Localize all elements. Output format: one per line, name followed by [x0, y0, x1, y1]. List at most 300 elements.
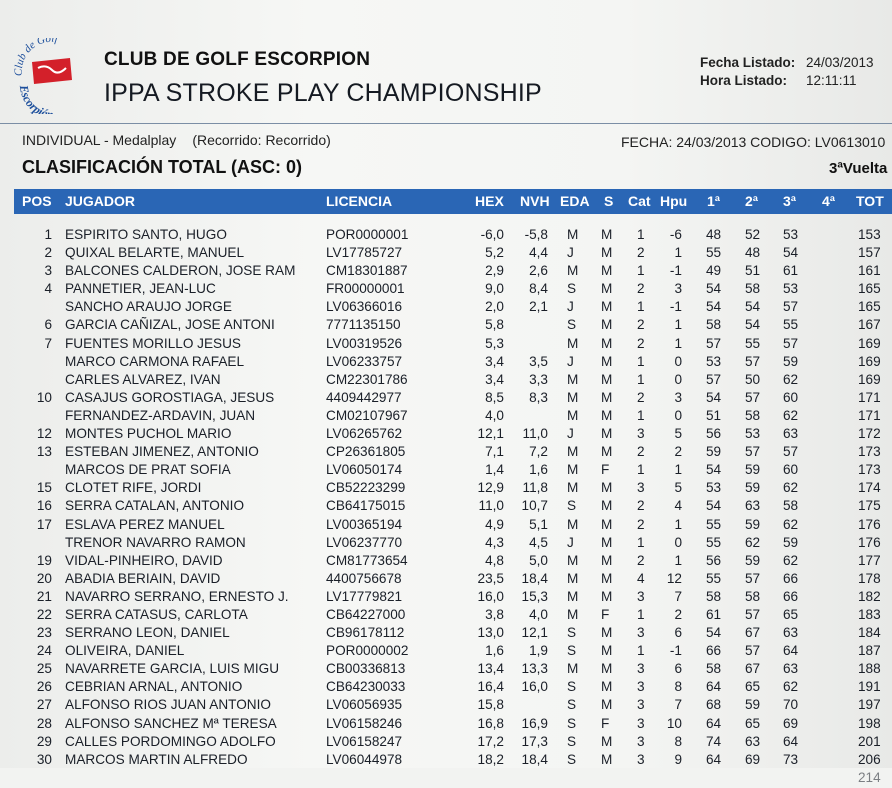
cell-license: CM18301887: [326, 263, 408, 279]
cell-round-1: 56: [706, 426, 722, 442]
cell-pos: 1: [44, 227, 52, 242]
cell-round-3: 62: [783, 552, 799, 568]
cell-total: 174: [858, 480, 881, 496]
cell-license: LV00319526: [326, 335, 403, 351]
cell-nvh: 5,0: [529, 552, 548, 568]
cell-player: ESLAVA PEREZ MANUEL: [65, 516, 225, 532]
cell-round-2: 63: [745, 733, 761, 749]
col-round-1: 1ª: [707, 193, 720, 209]
cell-nvh: 4,5: [529, 534, 548, 550]
cell-sex: M: [601, 426, 613, 442]
cell-total: 182: [858, 588, 881, 604]
cell-cat: 3: [637, 661, 645, 677]
cell-eda: M: [567, 588, 579, 604]
fecha-listado-label: Fecha Listado:: [700, 55, 796, 70]
cell-round-3: 58: [783, 498, 799, 514]
fecha-listado: [700, 55, 874, 70]
cell-round-2: 57: [745, 353, 761, 369]
cell-hex: 5,8: [485, 317, 504, 333]
cell-hex: 23,5: [477, 570, 504, 586]
cell-round-2: 50: [745, 371, 761, 387]
cell-cat: 1: [637, 371, 645, 387]
cell-nvh: 2,1: [529, 299, 548, 315]
cell-nvh: 2,6: [529, 263, 548, 279]
cell-round-1: 51: [706, 407, 722, 423]
cell-total: 214: [858, 769, 881, 785]
cell-nvh: 7,2: [529, 444, 548, 460]
cell-cat: 1: [637, 407, 645, 423]
table-row: [0, 697, 892, 715]
cell-round-1: 54: [706, 299, 722, 315]
cell-round-3: 69: [783, 715, 799, 731]
cell-license: CP26361805: [326, 444, 406, 460]
cell-hpu: 1: [674, 516, 682, 532]
cell-total: 201: [858, 733, 881, 749]
cell-eda: S: [567, 733, 577, 749]
cell-eda: M: [567, 480, 579, 496]
cell-total: 169: [858, 335, 881, 351]
cell-license: CB64227000: [326, 606, 406, 622]
cell-cat: 3: [637, 679, 645, 695]
cell-cat: 1: [637, 299, 645, 315]
cell-hpu: 4: [674, 498, 682, 514]
cell-round-1: 55: [706, 570, 722, 586]
cell-round-2: 54: [745, 317, 761, 333]
cell-cat: 1: [637, 606, 645, 622]
cell-sex: M: [601, 625, 613, 641]
hora-listado-label: Hora Listado:: [700, 73, 788, 88]
cell-total: 184: [858, 625, 881, 641]
cell-nvh: 18,4: [521, 570, 548, 586]
cell-sex: M: [601, 661, 613, 677]
cell-hpu: 12: [666, 570, 682, 586]
table-row: [0, 535, 892, 553]
cell-total: 178: [858, 570, 881, 586]
cell-license: CM81773654: [326, 552, 408, 568]
col-round-4: 4ª: [822, 193, 835, 209]
cell-round-3: 63: [783, 426, 799, 442]
cell-eda: S: [567, 498, 577, 514]
col-eda: EDA: [560, 193, 590, 209]
table-row: [0, 372, 892, 390]
cell-player: MARCOS MARTIN ALFREDO: [65, 751, 248, 767]
cell-cat: 3: [637, 751, 645, 767]
cell-hex: 8,5: [485, 389, 504, 405]
cell-cat: 2: [637, 281, 645, 297]
cell-eda: M: [567, 407, 579, 423]
cell-round-2: 58: [745, 407, 761, 423]
cell-round-2: 58: [745, 281, 761, 297]
cell-sex: M: [601, 353, 613, 369]
table-row: [0, 571, 892, 589]
cell-player: SANCHO ARAUJO JORGE: [65, 299, 232, 315]
cell-round-2: 59: [745, 697, 761, 713]
cell-eda: S: [567, 281, 577, 297]
cell-total: 172: [858, 426, 881, 442]
cell-sex: M: [601, 733, 613, 749]
cell-round-1: 53: [706, 353, 722, 369]
cell-round-3: 62: [783, 480, 799, 496]
cell-round-1: 54: [706, 625, 722, 641]
cell-round-3: 66: [783, 570, 799, 586]
cell-round-1: 54: [706, 498, 722, 514]
cell-sex: M: [601, 245, 613, 261]
cell-license: LV06056935: [326, 697, 403, 713]
cell-eda: S: [567, 679, 577, 695]
cell-hex: 16,4: [477, 679, 504, 695]
cell-round-2: 62: [745, 534, 761, 550]
cell-round-3: 54: [783, 245, 799, 261]
cell-pos: 25: [36, 661, 52, 677]
cell-eda: M: [567, 552, 579, 568]
table-row: [0, 661, 892, 679]
cell-sex: M: [601, 570, 613, 586]
modality: INDIVIDUAL - Medalplay: [22, 132, 177, 148]
cell-eda: S: [567, 715, 577, 731]
cell-eda: S: [567, 643, 577, 659]
cell-sex: M: [601, 407, 613, 423]
cell-hex: 3,4: [485, 353, 504, 369]
club-logo: [12, 38, 92, 114]
cell-round-3: 59: [783, 534, 799, 550]
cell-cat: 3: [637, 715, 645, 731]
cell-round-2: 57: [745, 389, 761, 405]
cell-eda: M: [567, 606, 579, 622]
col-jugador: JUGADOR: [65, 193, 136, 209]
cell-hex: 7,1: [485, 444, 504, 460]
cell-round-1: 66: [706, 643, 722, 659]
cell-round-1: 55: [706, 534, 722, 550]
cell-total: 175: [858, 498, 881, 514]
cell-player: ALFONSO SANCHEZ Mª TERESA: [65, 715, 277, 731]
cell-license: LV06158246: [326, 715, 403, 731]
cell-license: FR00000001: [326, 281, 405, 297]
fecha-codigo: FECHA: 24/03/2013 CODIGO: LV0613010: [621, 134, 886, 150]
cell-round-2: 69: [745, 751, 761, 767]
cell-hpu: 1: [674, 462, 682, 478]
cell-total: 171: [858, 407, 881, 423]
cell-eda: S: [567, 751, 577, 767]
cell-nvh: 8,4: [529, 281, 548, 297]
recorrido: (Recorrido: Recorrido): [192, 132, 331, 148]
cell-round-1: 57: [706, 335, 722, 351]
cell-cat: 1: [637, 462, 645, 478]
cell-round-3: 57: [783, 444, 799, 460]
cell-round-3: 55: [783, 317, 799, 333]
cell-hex: 5,2: [485, 245, 504, 261]
cell-round-2: 53: [745, 426, 761, 442]
cell-pos: 21: [36, 588, 52, 604]
cell-total: 176: [858, 516, 881, 532]
cell-round-2: 67: [745, 625, 761, 641]
cell-round-1: 59: [706, 444, 722, 460]
cell-hex: 18,2: [477, 751, 504, 767]
cell-hpu: 1: [674, 245, 682, 261]
table-row: [0, 589, 892, 607]
cell-round-2: 59: [745, 552, 761, 568]
cell-hpu: 6: [674, 625, 682, 641]
cell-player: QUIXAL BELARTE, MANUEL: [65, 245, 245, 261]
cell-round-3: 53: [783, 227, 799, 242]
hora-listado: [700, 73, 857, 88]
cell-hex: 16,8: [477, 715, 504, 731]
cell-sex: M: [601, 534, 613, 550]
cell-sex: M: [601, 317, 613, 333]
cell-eda: J: [567, 426, 574, 442]
cell-hpu: 5: [674, 480, 682, 496]
cell-pos: 6: [44, 317, 52, 333]
cell-license: 7771135150: [326, 317, 401, 333]
cell-round-2: 59: [745, 516, 761, 532]
fecha-listado-value: 24/03/2013: [806, 55, 874, 70]
cell-eda: M: [567, 371, 579, 387]
cell-sex: M: [601, 299, 613, 315]
cell-eda: M: [567, 263, 579, 279]
cell-hpu: 0: [674, 371, 682, 387]
cell-nvh: 3,5: [529, 353, 548, 369]
cell-hpu: 5: [674, 426, 682, 442]
cell-license: LV06044978: [326, 751, 403, 767]
cell-hex: 13,4: [477, 661, 504, 677]
table-row: [0, 227, 892, 245]
cell-sex: F: [601, 715, 610, 731]
cell-hpu: 2: [674, 606, 682, 622]
cell-round-1: 54: [706, 281, 722, 297]
cell-total: 188: [858, 661, 881, 677]
cell-total: 198: [858, 715, 881, 731]
cell-pos: 28: [36, 715, 52, 731]
cell-round-2: 57: [745, 444, 761, 460]
cell-round-3: 62: [783, 407, 799, 423]
cell-eda: S: [567, 317, 577, 333]
classification-title: CLASIFICACIÓN TOTAL (ASC: 0): [22, 157, 302, 177]
cell-nvh: 13,3: [521, 661, 548, 677]
cell-hpu: 8: [674, 733, 682, 749]
cell-sex: M: [601, 281, 613, 297]
cell-sex: M: [601, 679, 613, 695]
cell-cat: 3: [637, 697, 645, 713]
cell-cat: 3: [637, 426, 645, 442]
cell-round-2: 65: [745, 679, 761, 695]
cell-nvh: 4,4: [529, 245, 548, 261]
cell-license: LV06265762: [326, 426, 403, 442]
cell-cat: 2: [637, 498, 645, 514]
cell-hpu: 7: [674, 697, 682, 713]
cell-total: 165: [858, 299, 881, 315]
cell-round-3: 62: [783, 516, 799, 532]
cell-license: CM22301786: [326, 371, 408, 387]
table-row: [0, 408, 892, 426]
cell-license: LV06158247: [326, 733, 403, 749]
cell-cat: 4: [637, 570, 645, 586]
cell-round-2: 65: [745, 715, 761, 731]
cell-player: SERRA CATALAN, ANTONIO: [65, 498, 245, 514]
cell-player: SERRANO LEON, DANIEL: [65, 625, 230, 641]
cell-player: MARCOS DE PRAT SOFIA: [65, 462, 231, 478]
cell-sex: M: [601, 697, 613, 713]
cell-cat: 3: [637, 625, 645, 641]
cell-round-2: 54: [745, 299, 761, 315]
cell-round-2: 59: [745, 462, 761, 478]
cell-player: CEBRIAN ARNAL, ANTONIO: [65, 679, 243, 695]
cell-license: LV06237770: [326, 534, 403, 550]
col-hpu: Hpu: [660, 193, 688, 209]
col-pos: POS: [22, 193, 52, 209]
cell-player: MARCO CARMONA RAFAEL: [65, 353, 245, 369]
cell-total: 153: [858, 227, 881, 242]
cell-round-1: 58: [706, 588, 722, 604]
cell-round-3: 62: [783, 371, 799, 387]
cell-cat: 3: [637, 588, 645, 604]
cell-license: CB64175015: [326, 498, 406, 514]
cell-sex: M: [601, 588, 613, 604]
cell-nvh: 4,0: [529, 606, 548, 622]
cell-player: ESTEBAN JIMENEZ, ANTONIO: [65, 444, 259, 460]
cell-round-3: 53: [783, 281, 799, 297]
cell-round-1: 68: [706, 697, 722, 713]
cell-round-3: 59: [783, 353, 799, 369]
cell-pos: 22: [36, 606, 52, 622]
cell-nvh: 16,0: [521, 679, 548, 695]
cell-round-1: 64: [706, 751, 722, 767]
cell-nvh: 17,3: [521, 733, 548, 749]
cell-round-3: 63: [783, 661, 799, 677]
cell-eda: M: [567, 444, 579, 460]
cell-total: 157: [858, 245, 881, 261]
cell-pos: 15: [36, 480, 52, 496]
cell-eda: J: [567, 299, 574, 315]
club-name: CLUB DE GOLF ESCORPION: [104, 49, 371, 70]
cell-player: ABADIA BERIAIN, DAVID: [65, 570, 221, 586]
table-row: [0, 643, 892, 661]
cell-total: 171: [858, 389, 881, 405]
cell-round-1: 58: [706, 661, 722, 677]
cell-cat: 2: [637, 552, 645, 568]
table-row: [0, 752, 892, 770]
table-row: [0, 716, 892, 734]
cell-round-1: 64: [706, 715, 722, 731]
cell-round-1: 74: [706, 733, 722, 749]
table-row: [0, 625, 892, 643]
cell-cat: 1: [637, 643, 645, 659]
cell-total: 197: [858, 697, 881, 713]
cell-round-2: 48: [745, 245, 761, 261]
cell-cat: 2: [637, 245, 645, 261]
cell-cat: 3: [637, 480, 645, 496]
cell-nvh: 3,3: [529, 371, 548, 387]
cell-cat: 1: [637, 534, 645, 550]
results-table: [0, 227, 892, 788]
cell-hpu: 9: [674, 751, 682, 767]
cell-hex: 12,1: [477, 426, 504, 442]
cell-cat: 1: [637, 227, 645, 242]
hora-listado-value: 12:11:11: [806, 73, 857, 88]
cell-pos: 2: [44, 245, 52, 261]
cell-license: 4409442977: [326, 389, 402, 405]
cell-player: GARCIA CAÑIZAL, JOSE ANTONI: [65, 317, 275, 333]
table-row: [0, 263, 892, 281]
cell-pos: 3: [44, 263, 52, 279]
cell-hex: 16,0: [477, 588, 504, 604]
cell-hpu: 3: [674, 281, 682, 297]
cell-hex: 4,8: [485, 552, 504, 568]
cell-hpu: 0: [674, 534, 682, 550]
col-round-2: 2ª: [745, 193, 758, 209]
cell-license: CB64230033: [326, 679, 406, 695]
cell-sex: M: [601, 335, 613, 351]
cell-round-3: 64: [783, 733, 799, 749]
cell-total: 161: [858, 263, 881, 279]
cell-hpu: -1: [669, 263, 682, 279]
cell-player: CLOTET RIFE, JORDI: [65, 480, 202, 496]
table-row: [0, 553, 892, 571]
cell-license: LV06233757: [326, 353, 403, 369]
cell-player: OLIVEIRA, DANIEL: [65, 643, 185, 659]
col-tot: TOT: [856, 193, 884, 209]
cell-eda: M: [567, 335, 579, 351]
table-row: [0, 426, 892, 444]
cell-round-1: 55: [706, 245, 722, 261]
table-row: [0, 517, 892, 535]
cell-round-3: 70: [783, 697, 799, 713]
competition-info: [22, 132, 331, 148]
cell-eda: J: [567, 245, 574, 261]
cell-total: 167: [858, 317, 881, 333]
cell-round-2: 52: [745, 227, 761, 242]
cell-license: LV06050174: [326, 462, 403, 478]
table-row: [0, 498, 892, 516]
cell-total: 173: [858, 462, 881, 478]
cell-eda: J: [567, 353, 574, 369]
cell-license: POR0000001: [326, 227, 409, 242]
cell-nvh: 1,6: [529, 462, 548, 478]
cell-total: 169: [858, 353, 881, 369]
cell-sex: M: [601, 516, 613, 532]
cell-total: 187: [858, 643, 881, 659]
cell-nvh: 16,9: [521, 715, 548, 731]
cell-pos: 23: [36, 625, 52, 641]
col-hex: HEX: [475, 193, 504, 209]
table-row: [0, 336, 892, 354]
cell-player: NAVARRETE GARCIA, LUIS MIGU: [65, 661, 280, 677]
cell-round-2: 57: [745, 570, 761, 586]
cell-eda: S: [567, 697, 577, 713]
table-row: [0, 607, 892, 625]
cell-round-2: 57: [745, 606, 761, 622]
cell-pos: 13: [36, 444, 52, 460]
cell-hex: 1,6: [485, 643, 504, 659]
cell-player: CALLES PORDOMINGO ADOLFO: [65, 733, 276, 749]
cell-cat: 2: [637, 389, 645, 405]
col-cat: Cat: [628, 193, 651, 209]
cell-nvh: 18,4: [521, 751, 548, 767]
cell-round-1: 53: [706, 480, 722, 496]
cell-license: LV17785727: [326, 245, 403, 261]
table-row: [0, 462, 892, 480]
table-row: [0, 281, 892, 299]
cell-hex: 9,0: [485, 281, 504, 297]
round-label: 3ªVuelta: [829, 160, 888, 177]
cell-hpu: 7: [674, 588, 682, 604]
cell-sex: M: [601, 643, 613, 659]
cell-hpu: -6: [669, 227, 682, 242]
cell-hpu: 2: [674, 444, 682, 460]
col-s: S: [604, 193, 614, 209]
cell-sex: M: [601, 389, 613, 405]
cell-license: CM02107967: [326, 407, 408, 423]
cell-sex: M: [601, 552, 613, 568]
svg-text:Club de Golf: Club de Golf: [12, 38, 59, 77]
